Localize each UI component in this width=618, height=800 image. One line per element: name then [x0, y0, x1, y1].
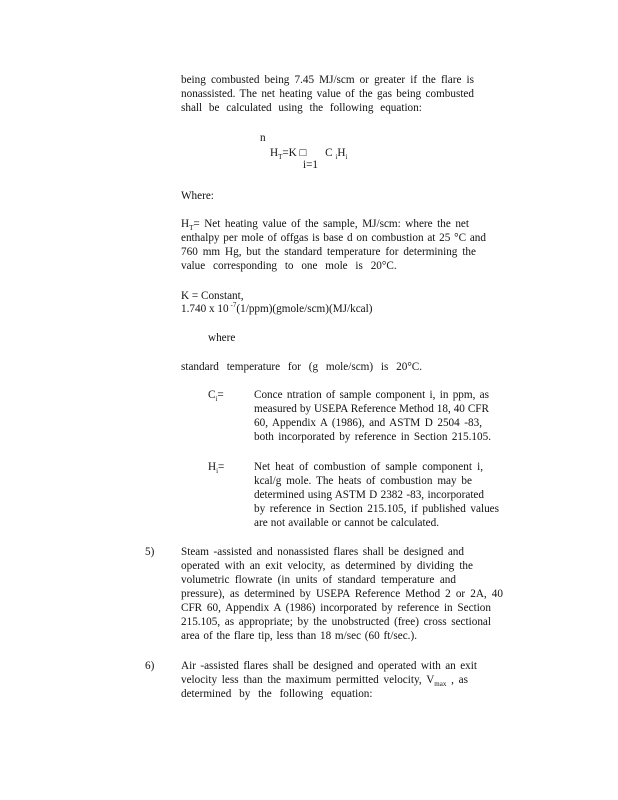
k-constant-exponent: -7 [230, 301, 237, 310]
hi-term [208, 461, 224, 474]
ci-equals: = [217, 389, 224, 401]
item-5-line: Steam -assisted and nonassisted flares shall be designed and [181, 546, 464, 558]
item-5-line: 215.105, as appropriate; by the unobstructed (free) cross sectional [181, 616, 491, 628]
where-lower-label: where [208, 332, 236, 344]
vmax-subscript: max [434, 680, 447, 689]
hi-symbol: H [208, 461, 217, 473]
equation-lhs-subscript: T [278, 153, 283, 162]
item-6-velocity-tail: , as [451, 674, 468, 686]
k-definition-line [181, 303, 372, 316]
hi-definition-line: are not available or cannot be calculated. [254, 517, 439, 529]
hi-definition-line: by reference in Section 215.105, if published values [254, 503, 499, 515]
ht-symbol: H [181, 218, 190, 230]
item-5-line: CFR 60, Appendix A (1986) incorporated by reference in Section [181, 602, 491, 614]
item-5-number: 5) [145, 546, 155, 558]
equation-lhs: H [270, 147, 279, 159]
ci-definition-line: 60, Appendix A (1986), and ASTM D 2504 -83, [254, 417, 482, 429]
item-6-velocity-text: velocity less than the maximum permitted velocity, V [181, 674, 435, 686]
equation-c: C [325, 147, 333, 159]
ht-definition-line [181, 218, 469, 231]
ci-term [208, 389, 224, 402]
intro-line: being combusted being 7.45 MJ/scm or greater if the flare is [181, 74, 474, 86]
k-constant-value: 1.740 x 10 [181, 303, 229, 315]
where-label: Where: [181, 190, 214, 202]
hi-definition-line: kcal/g mole. The heats of combustion may be [254, 475, 472, 487]
equation-h-subscript: i [345, 153, 348, 162]
item-5-line: area of the flare tip, less than 18 m/sec (60 ft/sec.). [181, 630, 417, 642]
ht-definition-text: = Net heating value of the sample, MJ/scm: where the net [193, 218, 469, 230]
item-6-line [181, 674, 468, 687]
ci-symbol-subscript: i [215, 395, 218, 404]
summation-lower-limit: i=1 [303, 159, 319, 171]
hi-definition-line: Net heat of combustion of sample component i, [254, 461, 483, 473]
ci-symbol: C [208, 389, 216, 401]
item-5-line: operated with an exit velocity, as determined by dividing the [181, 560, 473, 572]
ci-definition-line: Conce ntration of sample component i, in ppm, as [254, 389, 489, 401]
item-6-line: determined by the following equation: [181, 688, 373, 700]
hi-equals: = [218, 461, 225, 473]
item-5-line: volumetric flowrate (in units of standard temperature and [181, 574, 456, 586]
item-6-line: Air -assisted flares shall be designed and operated with an exit [181, 660, 477, 672]
ht-definition-line: 760 mm Hg, but the standard temperature for determining the [181, 246, 476, 258]
item-6-number: 6) [145, 660, 155, 672]
hi-symbol-subscript: i [216, 467, 219, 476]
ht-definition-line: value corresponding to one mole is 20°C. [181, 260, 397, 272]
summation-upper-limit: n [260, 132, 266, 144]
intro-line: shall be calculated using the following equation: [181, 102, 422, 114]
ht-definition-line: enthalpy per mole of offgas is base d on combustion at 25 °C and [181, 232, 486, 244]
ht-symbol-subscript: T [189, 224, 194, 233]
k-definition-line: K = Constant, [181, 290, 244, 302]
hi-definition-line: determined using ASTM D 2382 -83, incorporated [254, 489, 484, 501]
ci-definition-line: measured by USEPA Reference Method 18, 40 CFR [254, 403, 489, 415]
equation-c-subscript: i [335, 153, 338, 162]
equation-k: =K □ [282, 147, 307, 159]
equation-h: H [337, 147, 346, 159]
intro-line: nonassisted. The net heating value of the gas being combusted [181, 88, 474, 100]
standard-temperature-line: standard temperature for (g mole/scm) is 20°C. [181, 361, 423, 373]
k-constant-units: (1/ppm)(gmole/scm)(MJ/kcal) [236, 303, 373, 315]
item-5-line: pressure), as determined by USEPA Reference Method 2 or 2A, 40 [181, 588, 503, 600]
ci-definition-line: both incorporated by reference in Section 215.105. [254, 431, 491, 443]
